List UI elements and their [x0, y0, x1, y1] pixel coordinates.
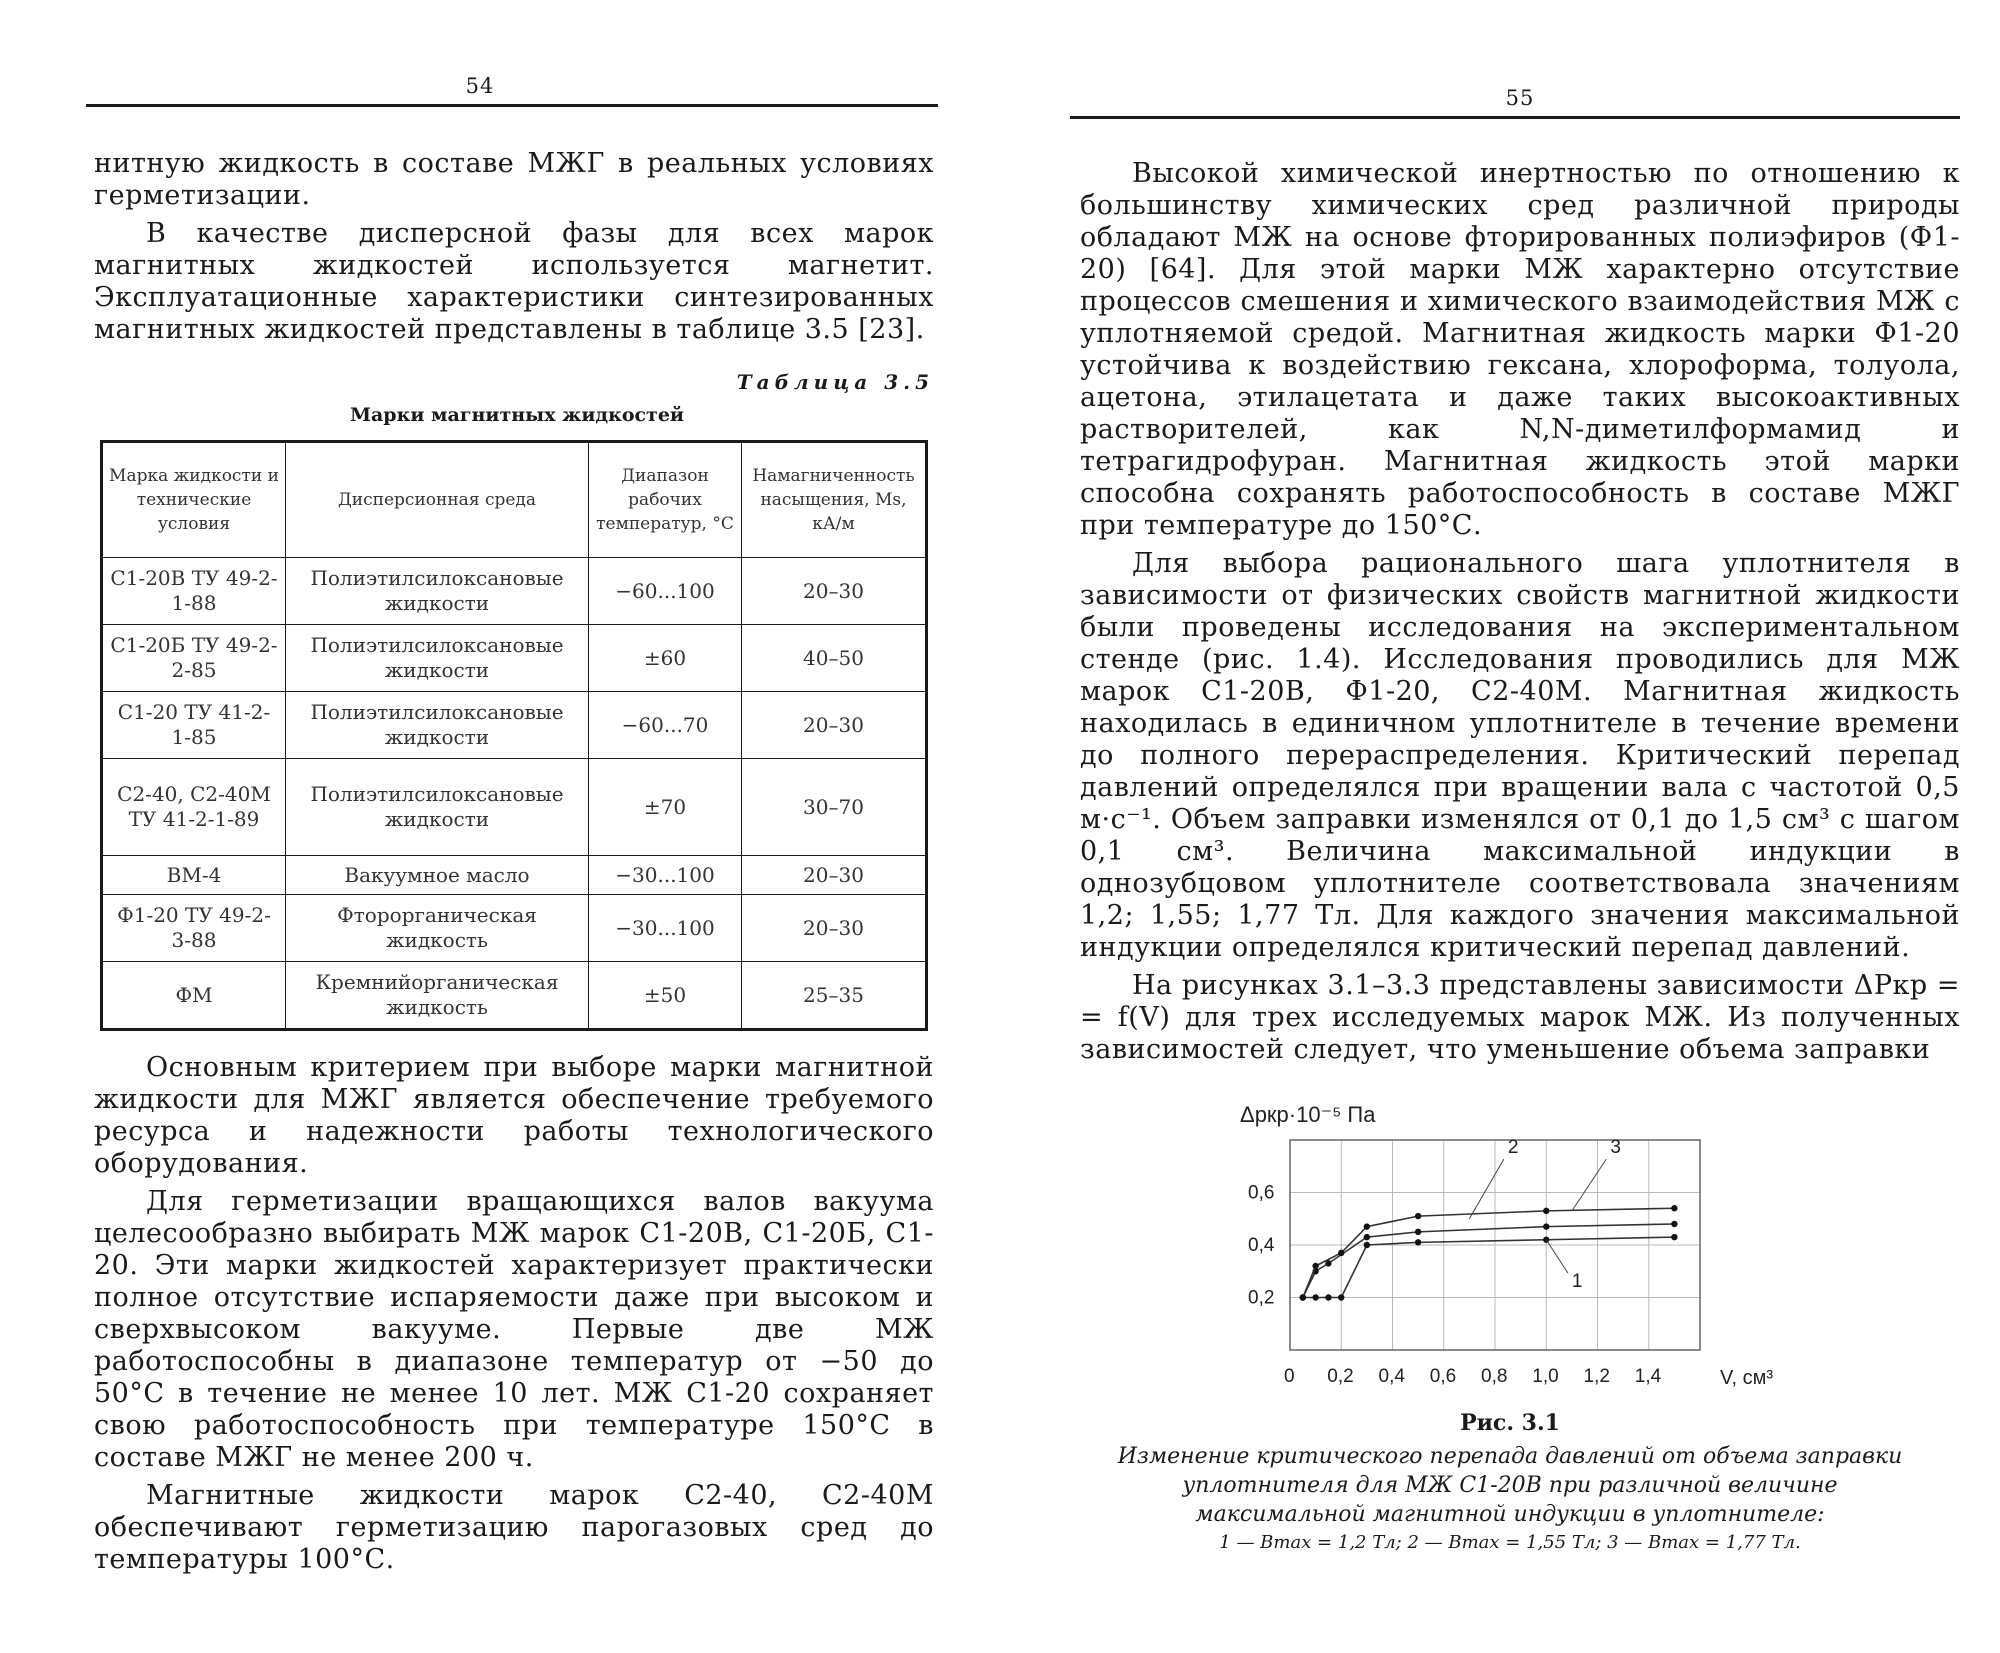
header-temperature: Диапазон рабочих температур, °С	[589, 442, 742, 558]
table-title: Марки магнитных жидкостей	[349, 404, 685, 426]
page-number: 55	[1505, 86, 1535, 110]
cell-grade: ФМ	[102, 962, 286, 1030]
x-axis-label: V, см³	[1720, 1367, 1774, 1389]
table-row	[102, 558, 927, 625]
x-tick-label: 1,2	[1583, 1366, 1610, 1387]
x-tick-label: 0,4	[1378, 1366, 1405, 1387]
cell-medium: Кремнийорганическая жидкость	[286, 962, 589, 1030]
data-point	[1671, 1234, 1677, 1240]
data-point	[1338, 1294, 1344, 1300]
data-point	[1543, 1223, 1549, 1229]
data-point	[1364, 1242, 1370, 1248]
data-point	[1300, 1294, 1306, 1300]
figure-number: Рис. 3.1	[1460, 1410, 1560, 1436]
cell-medium: Полиэтилсилоксановые жидкости	[286, 759, 589, 856]
x-tick-label: 1,0	[1532, 1366, 1559, 1387]
table-row	[102, 625, 927, 692]
table-number: Таблица 3.5	[736, 370, 934, 394]
paragraph: нитную жидкость в составе МЖГ в реальных условиях герметизации.	[94, 148, 934, 211]
table-row	[102, 692, 927, 759]
series-leader-line	[1469, 1159, 1503, 1219]
page-number: 54	[465, 74, 495, 98]
data-point	[1312, 1263, 1318, 1269]
header-grade: Марка жидкости и технические условия	[102, 442, 286, 558]
cell-temperature: −30...100	[589, 856, 742, 895]
figure-legend: 1 — Bmax = 1,2 Тл; 2 — Bmax = 1,55 Тл; 3 — Bmax = 1,77 Тл.	[1219, 1532, 1801, 1553]
data-point	[1312, 1294, 1318, 1300]
header-rule	[1070, 116, 1960, 119]
cell-medium: Вакуумное масло	[286, 856, 589, 895]
x-tick-label: 0	[1284, 1366, 1295, 1387]
y-tick-label: 0,4	[1248, 1235, 1275, 1256]
cell-magnetization: 20–30	[742, 895, 927, 962]
series-label-1: 1	[1571, 1271, 1583, 1292]
chart-series	[1300, 1137, 1678, 1301]
cell-temperature: ±50	[589, 962, 742, 1030]
cell-medium: Полиэтилсилоксановые жидкости	[286, 692, 589, 759]
cell-medium: Полиэтилсилоксановые жидкости	[286, 625, 589, 692]
data-point	[1415, 1239, 1421, 1245]
cell-magnetization: 20–30	[742, 856, 927, 895]
x-tick-label: 0,6	[1429, 1366, 1457, 1387]
series-label-3: 3	[1610, 1137, 1621, 1159]
y-tick-label: 0,6	[1248, 1182, 1275, 1204]
cell-grade: С1-20 ТУ 41-2-1-85	[102, 692, 286, 759]
cell-temperature: −30...100	[589, 895, 742, 962]
cell-grade: Ф1-20 ТУ 49-2-3-88	[102, 895, 286, 962]
header-magnetization: Намагниченность насыщения, Ms, кА/м	[742, 442, 927, 558]
paragraph: Высокой химической инертностью по отношению к большинству химических сред различной природы обладают МЖ на основе фторированных полиэфиров (Ф1-20) [64]. Для этой марки МЖ характерно отсутствие процессов смешения и химического взаимодействия МЖ с уплотняемой средой. Магнитная жидкость марки Ф1-20 устойчива к воздействию гексана, хлороформа, толуола, ацетона, этилацетата и даже таких высокоактивных растворителей, как N,N-диметилформамид и тетрагидрофуран. Магнитная жидкость этой марки способна сохранять работоспособность в составе МЖГ при температуре до 150°С.	[1080, 158, 1960, 541]
table-row	[102, 962, 927, 1030]
cell-grade: ВМ-4	[102, 856, 286, 895]
chart-ticks	[1248, 1183, 1662, 1388]
series-label-2: 2	[1507, 1137, 1519, 1159]
paragraph: Магнитные жидкости марок С2-40, С2-40М обеспечивают герметизацию парогазовых сред до температуры 100°С.	[94, 1480, 934, 1575]
figure-description: Изменение критического перепада давлений от объема заправки уплотнителя для МЖ С1-20В при различной величине максимальной магнитной индукции в уплотнителе:	[1117, 1444, 1903, 1527]
cell-magnetization: 20–30	[742, 692, 927, 759]
cell-magnetization: 40–50	[742, 625, 927, 692]
cell-grade: С1-20В ТУ 49-2-1-88	[102, 558, 286, 625]
cell-grade: С2-40, С2-40М ТУ 41-2-1-89	[102, 759, 286, 856]
y-axis-label: Δpкр·10⁻⁵ Па	[1240, 1102, 1376, 1127]
x-tick-label: 0,8	[1481, 1366, 1508, 1387]
fluid-grades-table	[100, 440, 928, 1031]
table-row	[102, 895, 927, 962]
data-point	[1364, 1223, 1370, 1229]
paragraph: На рисунках 3.1–3.3 представлены зависимости ΔPкр = = f(V) для трех исследуемых марок МЖ. Из полученных зависимостей следует, что уменьшение объема заправки	[1080, 970, 1960, 1065]
cell-magnetization: 20–30	[742, 558, 927, 625]
table-header-row	[102, 442, 927, 558]
x-tick-label: 0,2	[1327, 1366, 1354, 1387]
cell-temperature: −60...70	[589, 692, 742, 759]
data-point	[1364, 1234, 1370, 1240]
pressure-volume-chart	[1230, 1100, 1790, 1400]
data-point	[1671, 1205, 1677, 1211]
paragraph: В качестве дисперсной фазы для всех марок магнитных жидкостей используется магнетит. Эксплуатационные характеристики синтезированных магнитных жидкостей представлены в таблице 3.5 [23].	[94, 218, 934, 345]
cell-medium: Полиэтилсилоксановые жидкости	[286, 558, 589, 625]
series-leader-line	[1572, 1159, 1606, 1211]
paragraph: Для герметизации вращающихся валов вакуума целесообразно выбирать МЖ марок С1-20В, С1-20Б, С1-20. Эти марки жидкостей характеризует практически полное отсутствие испаряемости даже при высоком и сверхвысоком вакууме. Первые две МЖ работоспособны в диапазоне температур от −50 до 50°С в течение не менее 10 лет. МЖ С1-20 сохраняет свою работоспособность при температуре 150°С в составе МЖГ не менее 200 ч.	[94, 1186, 934, 1473]
y-tick-label: 0,2	[1248, 1287, 1275, 1309]
data-point	[1325, 1294, 1331, 1300]
table-row	[102, 856, 927, 895]
cell-temperature: ±60	[589, 625, 742, 692]
paragraph: Основным критерием при выборе марки магнитной жидкости для МЖГ является обеспечение требуемого ресурса и надежности работы технологического оборудования.	[94, 1052, 934, 1179]
cell-medium: Фторорганическая жидкость	[286, 895, 589, 962]
header-rule	[86, 104, 938, 107]
header-medium: Дисперсионная среда	[286, 442, 589, 558]
right-text	[1080, 158, 1960, 1072]
data-point	[1338, 1250, 1344, 1256]
left-text-bottom	[94, 1052, 934, 1582]
cell-temperature: ±70	[589, 759, 742, 856]
cell-magnetization: 25–35	[742, 962, 927, 1030]
chart-grid	[1290, 1140, 1700, 1350]
paragraph: Для выбора рационального шага уплотнителя в зависимости от физических свойств магнитной жидкости были проведены исследования на экспериментальном стенде (рис. 1.4). Исследования проводились для МЖ марок С1-20В, Ф1-20, С2-40М. Магнитная жидкость находилась в единичном уплотнителе в течение времени до полного перераспределения. Критический перепад давлений определялся при вращении вала с частотой 0,5 м·с⁻¹. Объем заправки изменялся от 0,1 до 1,5 см³ с шагом 0,1 см³. Величина максимальной индукции в однозубцовом уплотнителе соответствовала значениям 1,2; 1,55; 1,77 Тл. Для каждого значения максимальной индукции определялся критический перепад давлений.	[1080, 548, 1960, 963]
data-point	[1415, 1213, 1421, 1219]
cell-magnetization: 30–70	[742, 759, 927, 856]
data-point	[1415, 1229, 1421, 1235]
data-point	[1671, 1221, 1677, 1227]
series-line-3	[1303, 1208, 1675, 1297]
data-point	[1543, 1208, 1549, 1214]
left-text-top	[94, 148, 934, 352]
table-row	[102, 759, 927, 856]
cell-grade: С1-20Б ТУ 49-2-2-85	[102, 625, 286, 692]
series-line-1	[1303, 1237, 1675, 1297]
cell-temperature: −60...100	[589, 558, 742, 625]
x-tick-label: 1,4	[1634, 1366, 1662, 1387]
